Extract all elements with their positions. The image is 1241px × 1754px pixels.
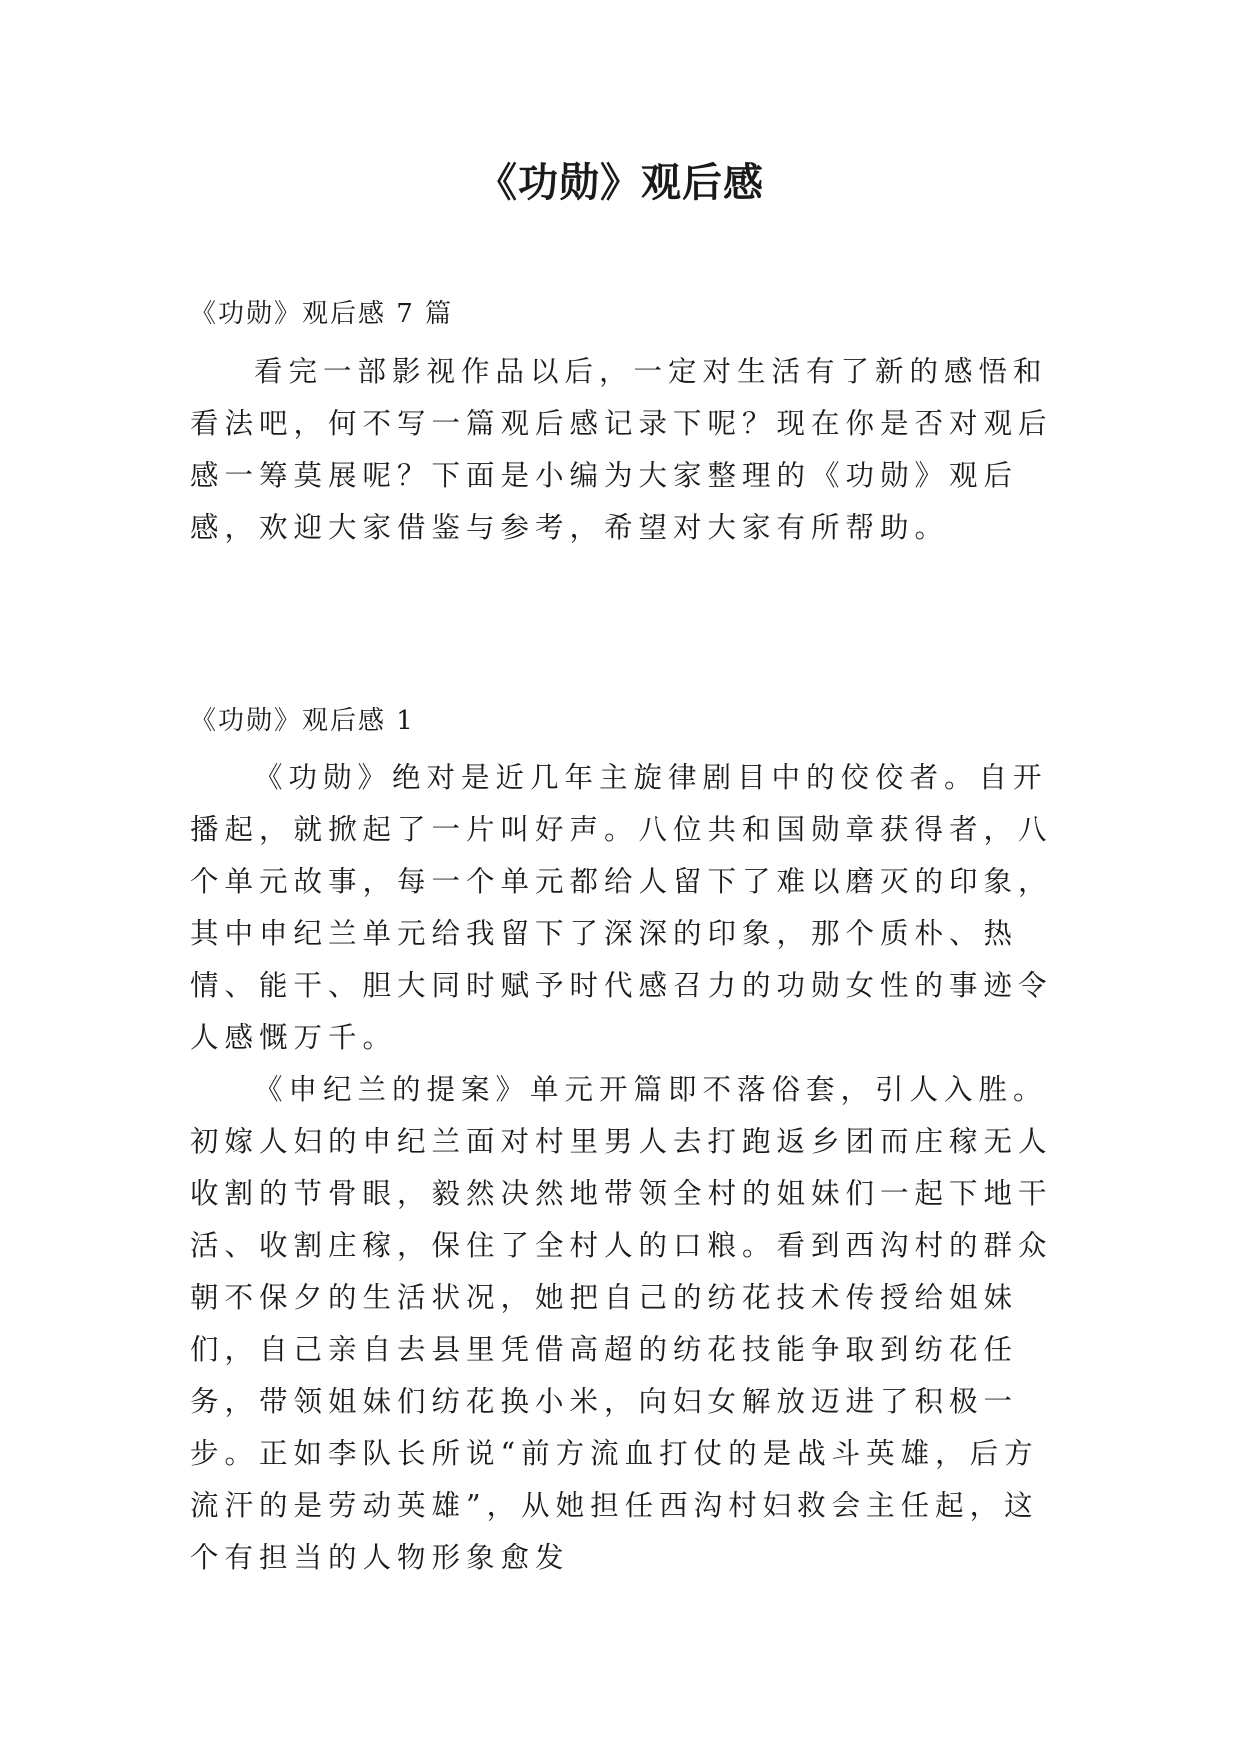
intro-heading: 《功勋》观后感 7 篇 [190,299,454,329]
document-title: 《功勋》观后感 [477,160,764,206]
body-paragraph: 《功勋》绝对是近几年主旋律剧目中的佼佼者。自开播起，就掀起了一片叫好声。八位共和国勋章获得者，八个单元故事，每一个单元都给人留下了难以磨灭的印象，其中申纪兰单元给我留下了深深的印象，那个质朴、热情、能干、胆大同时赋予时代感召力的功勋女性的事迹令人感慨万千。 [190,761,1053,1054]
section-body [190,752,1070,1584]
intro-paragraph: 看完一部影视作品以后，一定对生活有了新的感悟和看法吧，何不写一篇观后感记录下呢？现在你是否对观后感一筹莫展呢？下面是小编为大家整理的《功勋》观后感，欢迎大家借鉴与参考，希望对大家有所帮助。 [190,355,1053,544]
section-heading: 《功勋》观后感 1 [190,706,415,736]
body-paragraph: 《申纪兰的提案》单元开篇即不落俗套，引人入胜。初嫁人妇的申纪兰面对村里男人去打跑返乡团而庄稼无人收割的节骨眼，毅然决然地带领全村的姐妹们一起下地干活、收割庄稼，保住了全村人的口粮。看到西沟村的群众朝不保夕的生活状况，她把自己的纺花技术传授给姐妹们，自己亲自去县里凭借高超的纺花技能争取到纺花任务，带领姐妹们纺花换小米，向妇女解放迈进了积极一步。正如李队长所说“前方流血打仗的是战斗英雄，后方流汗的是劳动英雄”，从她担任西沟村妇救会主任起，这个有担当的人物形象愈发 [190,1073,1053,1574]
